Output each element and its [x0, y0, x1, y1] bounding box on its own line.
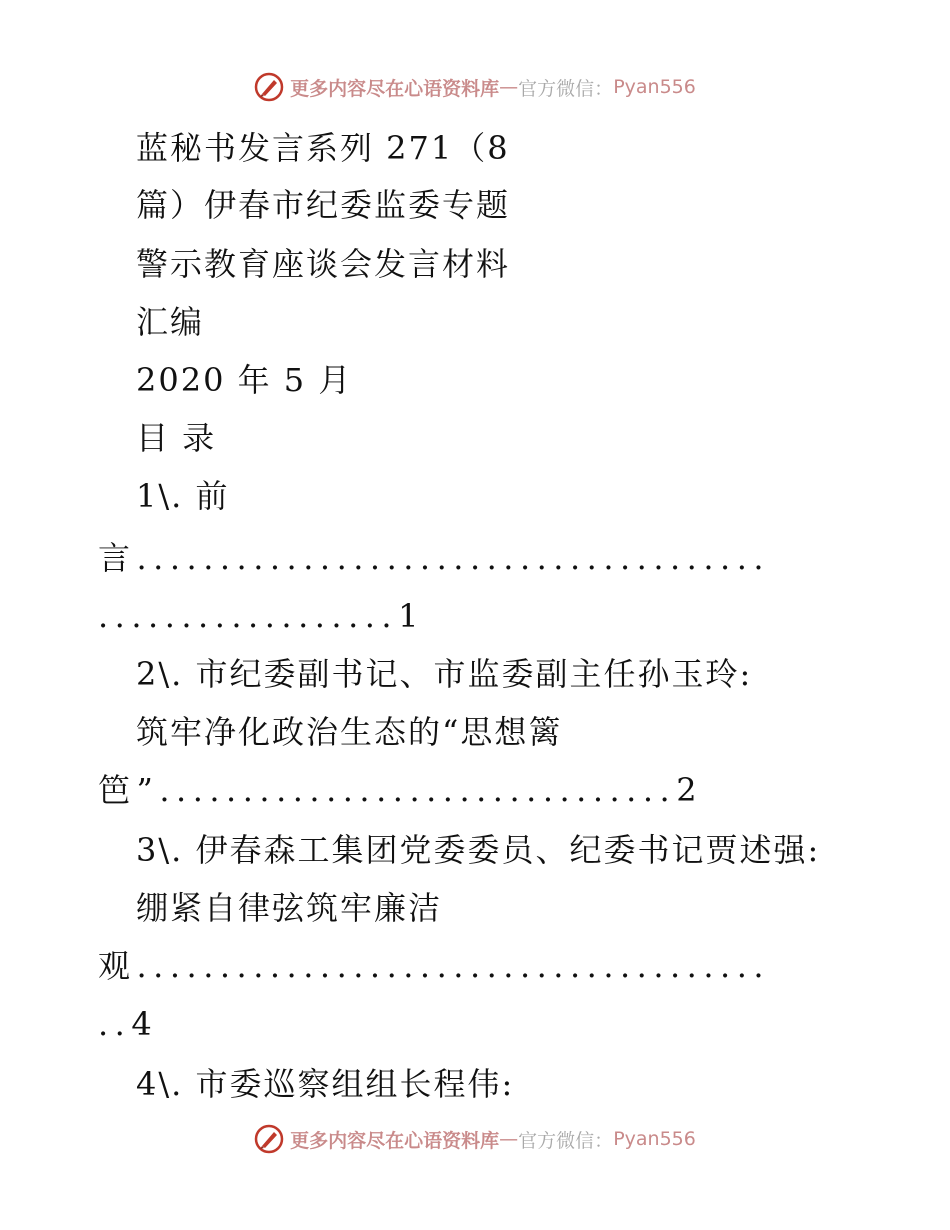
pen-logo-icon — [254, 1124, 284, 1154]
footer-watermark — [0, 1124, 950, 1154]
watermark-dash: — — [499, 76, 519, 98]
title-line-3: 警示教育座谈会发言材料 — [136, 245, 511, 283]
title-line-1: 蓝秘书发言系列 271（8 — [136, 129, 510, 167]
toc-item-2-line-1: 筑牢净化政治生态的“思想篱 — [136, 713, 563, 751]
watermark-dash: — — [499, 1128, 519, 1150]
toc-item-1-page: ..................1 — [98, 597, 425, 635]
watermark-label: 官方微信： — [518, 1129, 614, 1152]
pen-logo-icon — [254, 72, 284, 102]
watermark-text: 更多内容尽在心语资料库 — [290, 77, 500, 100]
toc-item-3-page: ..4 — [98, 1005, 159, 1043]
watermark-id: Pyan556 — [613, 76, 696, 98]
toc-item-2-page: 笆”...............................2 — [98, 771, 704, 809]
toc-item-4-title: 4\. 市委巡察组组长程伟: — [136, 1065, 515, 1103]
watermark-label: 官方微信： — [518, 77, 614, 100]
toc-item-1-line-1: 言...................................... — [98, 539, 771, 577]
title-line-4: 汇编 — [136, 303, 205, 341]
toc-item-2-title: 2\. 市纪委副书记、市监委副主任孙玉玲: — [136, 655, 753, 693]
watermark-id: Pyan556 — [613, 1128, 696, 1150]
document-date: 2020 年 5 月 — [136, 361, 353, 399]
toc-item-3-title: 3\. 伊春森工集团党委委员、纪委书记贾述强: — [136, 831, 821, 869]
title-line-2: 篇）伊春市纪委监委专题 — [136, 186, 511, 224]
toc-item-1-title: 1\. 前 — [136, 477, 230, 515]
toc-heading: 目 录 — [136, 419, 217, 457]
header-watermark — [0, 72, 950, 102]
toc-item-3-line-2: 观...................................... — [98, 947, 771, 985]
toc-item-3-line-1: 绷紧自律弦筑牢廉洁 — [136, 889, 443, 927]
watermark-text: 更多内容尽在心语资料库 — [290, 1129, 500, 1152]
